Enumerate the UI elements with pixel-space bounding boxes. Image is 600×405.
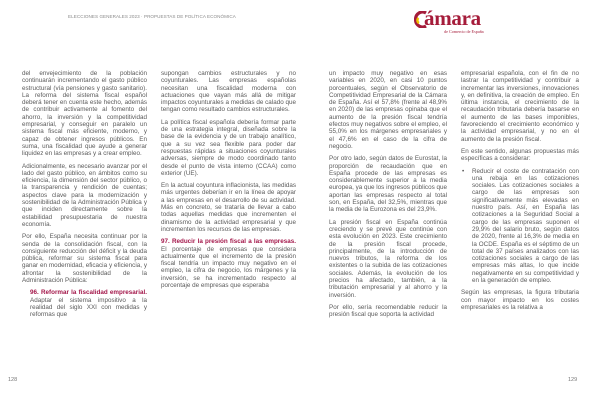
paragraph: En este sentido, algunas propuestas más específicas a considerar: [461,147,579,163]
proposal-title: 97. Reducir la presión fiscal a las empresas. [161,238,296,246]
paragraph: empresarial española, con el fin de no lastrar la competitividad y contribuir a incrementar las inversiones, innovaciones y, en definitiva, la creación de empleo. En última instancia, el crecimiento de la recaudación tributaria debería basarse en el aumento de las bases imponibles, favoreciendo el crecimiento económico y la actividad empresarial, y no en el aumento de la presión fiscal. [461,70,579,143]
column-4 [461,70,579,316]
paragraph: supongan cambios estructurales y no coyunturales. Las empresas españolas necesitan una fiscalidad moderna con actuaciones que vayan más allá de mitigar impactos coyunturales a medidas de calado que tengan como resultado cambios estructurales. [161,70,296,114]
logo-wordmark: ámara [424,6,481,30]
camara-logo [414,8,494,36]
paragraph: Por ello, sería recomendable reducir la presión fiscal que soporta la actividad [329,303,447,319]
proposal-text: El porcentaje de empresas que considera actualmente que el incremento de la presión fiscal tendría un impacto muy negativo en el empleo, la cifra de negocio, los márgenes y la inversión, se ha incrementado respecto al porcentaje de empresas que esperaba [161,245,296,290]
proposal-title: 96. Reformar la fiscalidad empresarial. [30,289,147,297]
proposal-96 [22,289,147,318]
page-number-left: 128 [8,377,18,383]
paragraph: La política fiscal española debería formar parte de una estrategia integral, diseñada sobre la base de la evidencia y de un trabajo analítico, que a su vez sea flexible para poder dar respuestas rápidas a situaciones coyunturales adversas, siempre de modo coordinado tanto desde el punto de vista interno (CCAA) como exterior (UE). [161,118,296,177]
paragraph: un impacto muy negativo en esas variables en 2020, en casi 10 puntos porcentuales, según el Observatorio de Competitividad Empresarial de la Cámara de España. Así el 57,8% (frente al 48,9% en 2020) de las empresas opinaba que el aumento de la presión fiscal tendría efectos muy negativos sobre el empleo, el 55,0% en los márgenes empresariales y el 47,6% en el caso de la cifra de negocio. [329,70,447,150]
column-1 [22,70,147,324]
logo-subtitle: de Comercio de España [444,29,484,34]
running-header: ELECCIONES GENERALES 2023 · PROPUESTAS DE POLÍTICA ECONÓMICA [68,14,236,19]
proposal-97 [161,238,296,289]
column-3 [329,70,447,324]
page-number-right: 129 [568,377,578,383]
paragraph: Por ello, España necesita continuar por la senda de la consolidación fiscal, con la consiguiente reducción del déficit y la deuda pública, reformar su sistema fiscal para ganar en modernidad, eficacia y eficiencia, y afrontar la sostenibilidad de la Administración Pública: [22,233,147,285]
paragraph: En la actual coyuntura inflacionista, las medidas más urgentes deberían ir en la línea de apoyar a las empresas en el desarrollo de su actividad. Más en concreto, se trataría de llevar a cabo todas aquellas medidas que incrementen el dinamismo de la actividad empresarial y que incrementen los recursos de las empresas. [161,182,296,233]
paragraph: Según las empresas, la figura tributaria con mayor impacto en los costes empresariales es la relativa a [461,289,579,311]
paragraph: del envejecimiento de la población continuarán incrementando el gasto público estructural (vía pensiones y gasto sanitario). La reforma del sistema fiscal español deberá tener en cuenta este hecho, además de contribuir activamente al fomento del ahorro, la inversión y la competitividad empresarial, y conseguir en paralelo un sistema fiscal más eficiente, moderno, y capaz de obtener ingresos públicos. En suma, una fiscalidad que ayude a generar liquidez en las empresas y a crear empleo. [22,70,147,158]
paragraph: Adicionalmente, es necesario avanzar por el lado del gasto público, en ámbitos como su eficiencia, la dimensión del sector público, o la transparencia y rendición de cuentas; aspectos clave para la modernización y sostenibilidad de la Administración Pública y que inciden directamente sobre la estabilidad presupuestaria de nuestra economía. [22,162,147,228]
proposal-text: Adaptar el sistema impositivo a la realidad del siglo XXI con medidas y reformas que [30,296,147,319]
bullet-item: • Reducir el coste de contratación con una rebaja en las cotizaciones sociales. Las cotizaciones sociales a cargo de las empresas son significativamente más elevadas en nuestro país. Así, en España las cotizaciones a la Seguridad Social a cargo de las empresas suponen el 29,9% del salario bruto, según datos de 2020, frente al 16,3% de media en la OCDE. España es el séptimo de un total de 37 países analizados con las cotizaciones sociales a cargo de las empresas más altas, lo que incide negativamente en su competitividad y en la generación de empleo. [461,168,579,285]
paragraph: La presión fiscal en España continúa creciendo y se prevé que continúe con esta evolución en 2023. Este crecimiento de la presión fiscal procede, principalmente, de la introducción de nuevos tributos, la reforma de los existentes o la subida de las cotizaciones sociales. Además, la evolución de los precios ha afectado, también, a la tributación empresarial y al ahorro y la inversión. [329,218,447,299]
paragraph: Por otro lado, según datos de Eurostat, la proporción de recaudación que en España procede de las empresas es considerablemente superior a la media europea, ya que los ingresos públicos que aportan las empresas respecto al total son, en España, del 32,5%, mientras que la media de la Eurozona es del 23,9%. [329,155,447,214]
column-2 [161,70,296,294]
